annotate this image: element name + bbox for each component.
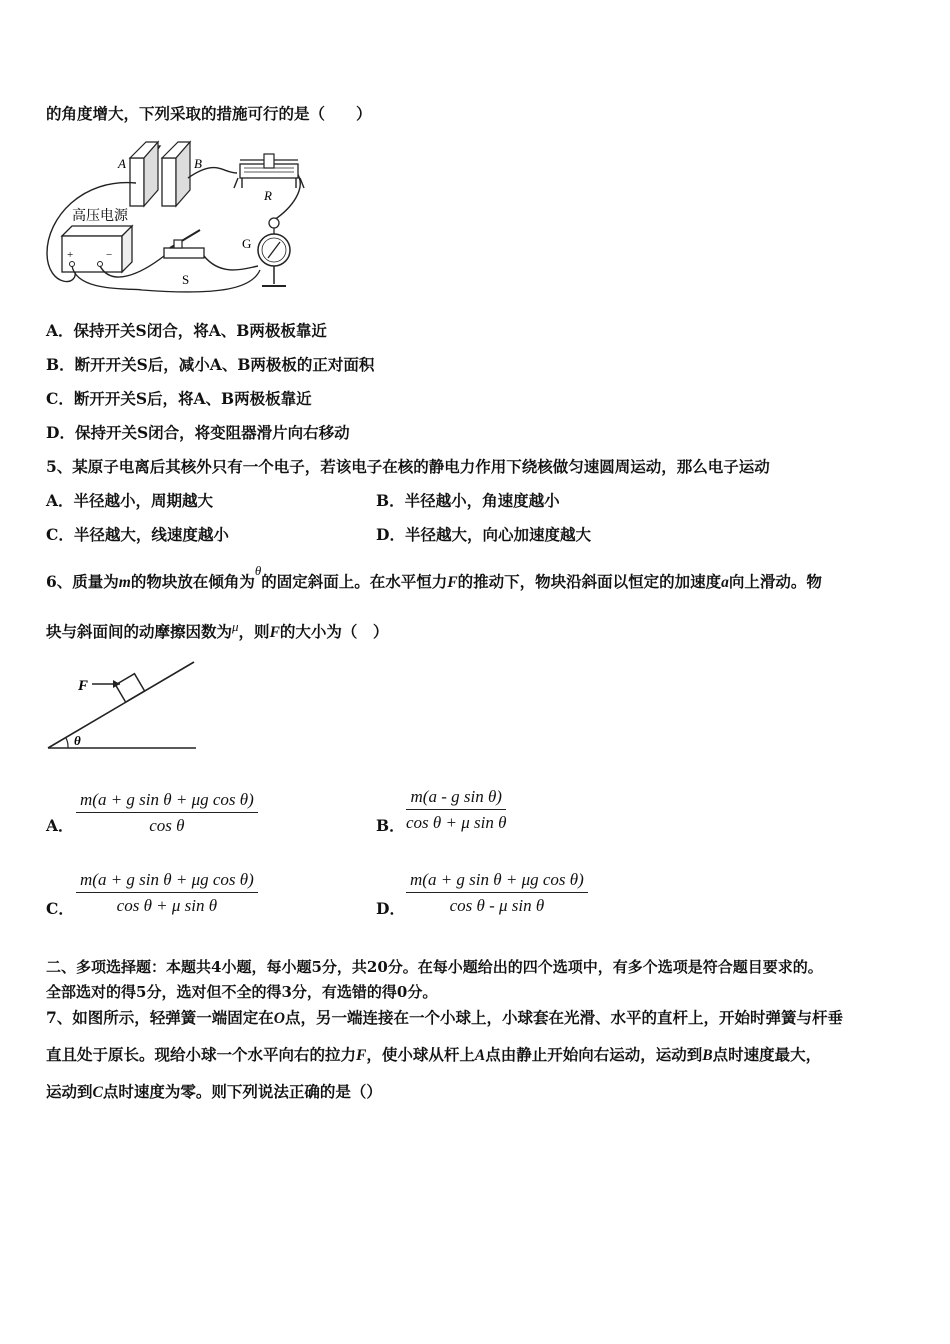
q6-option-a-fraction: $\frac{\text{m(a + g sin θ + μg cos θ)}}{\text{cos θ}}$ [76, 790, 258, 836]
q7-stem-line3: 运动到C点时速度为零。则下列说法正确的是（） [46, 1082, 382, 1101]
q4-stem-tail: 的角度增大，下列采取的措施可行的是（ ） [46, 104, 372, 123]
svg-text:−: − [106, 249, 113, 261]
section2-heading-line2: 全部选对的得5分，选对但不全的得3分，有选错的得0分。 [46, 983, 438, 1001]
svg-text:+: + [67, 249, 74, 261]
q4-option-c: C．断开开关S后，将A、B两极板靠近 [46, 389, 312, 408]
label-b: B [194, 156, 202, 171]
q5-option-b: B．半径越小，角速度越小 [376, 491, 560, 510]
label-g: G [242, 236, 252, 251]
q5-option-c: C．半径越大，线速度越小 [46, 525, 229, 544]
q6-option-b-fraction: $\frac{\text{m(a - g sin θ)}}{\text{cos θ + μ sin θ}}$ [406, 787, 507, 832]
q6-option-c-fraction: $\frac{\text{m(a + g sin θ + μg cos θ)}}{\text{cos θ + μ sin θ}}$ [76, 870, 258, 916]
q6-option-a-label: A． [46, 816, 74, 835]
section2-heading-line1: 二、多项选择题：本题共4小题，每小题5分，共20分。在每小题给出的四个选项中，有多个选项是符合题目要求的。 [46, 958, 823, 976]
q6-option-c-label: C． [46, 899, 74, 918]
q5-option-d: D．半径越大，向心加速度越大 [376, 525, 591, 544]
q6-incline-figure [44, 656, 204, 756]
block [116, 674, 145, 702]
q6-option-d-label: D． [376, 899, 405, 918]
label-s: S [182, 272, 190, 287]
q5-stem: 5、某原子电离后其核外只有一个电子，若该电子在核的静电力作用下绕核做匀速圆周运动，那么电子运动 [46, 457, 770, 476]
label-r: R [264, 188, 272, 203]
q4-option-a: A．保持开关S闭合，将A、B两极板靠近 [46, 321, 327, 340]
q6-stem-line2: 块与斜面间的动摩擦因数为$^\mu$，则F的大小为（ ） [46, 619, 389, 641]
q7-stem-line1: 7、如图所示，轻弹簧一端固定在O点，另一端连接在一个小球上，小球套在光滑、水平的直杆上，开始时弹簧与杆垂 [46, 1008, 844, 1027]
q7-stem-line2: 直且处于原长。现给小球一个水平向右的拉力F，使小球从杆上A点由静止开始向右运动，运动到B点时速度最大， [46, 1045, 822, 1064]
label-supply: 高压电源 [72, 209, 128, 224]
q6-stem-line1: 6、质量为m的物块放在倾角为$^\theta$的固定斜面上。在水平恒力F的推动下，物块沿斜面以恒定的加速度a向上滑动。物 [46, 563, 822, 591]
label-a: A [118, 156, 126, 171]
q5-option-a: A．半径越小，周期越大 [46, 491, 214, 510]
q6-option-d-fraction: $\frac{\text{m(a + g sin θ + μg cos θ)}}{\text{cos θ - μ sin θ}}$ [406, 870, 588, 916]
label-theta: θ [74, 733, 81, 748]
label-f: F [78, 678, 89, 694]
q4-circuit-figure [42, 138, 322, 298]
q4-option-b: B．断开开关S后，减小A、B两极板的正对面积 [46, 355, 375, 374]
q4-option-d: D．保持开关S闭合，将变阻器滑片向右移动 [46, 423, 350, 442]
q6-option-b-label: B． [376, 816, 405, 835]
